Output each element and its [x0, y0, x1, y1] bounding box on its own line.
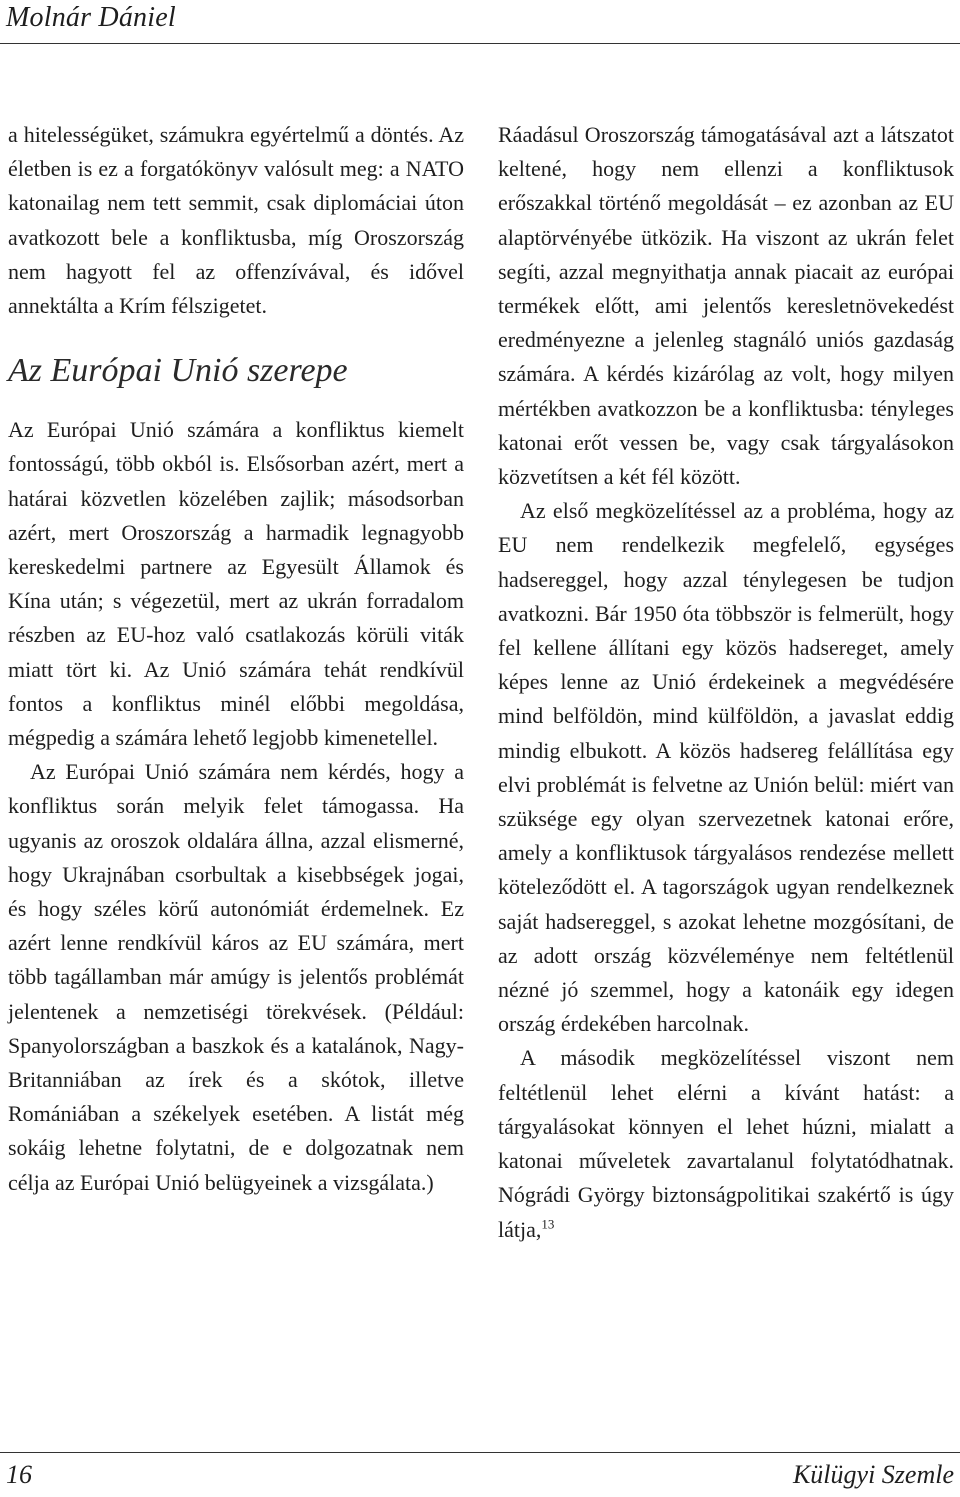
paragraph: Az Európai Unió számára nem kérdés, hogy a konfliktus során melyik felet támogassa. Ha ugyanis az oroszok oldalára állna, azzal elismerné, hogy Ukrajnában csorbultak a kisebbségek jogai, és hogy széles körű autonómiát érdemelnek. Ez azért lenne rendkívül káros az EU számára, mert több tagállamban már amúgy is jelentős problémát jelentenek a nemzetiségi törekvések. (Például: Spanyolországban a baszkok és a katalánok, Nagy-Britanniában az írek és a skótok, illetve Romániában a székelyek esetében. A listát még sokáig lehetne folytatni, de e dolgozatnak nem célja az Európai Unió belügyeinek a vizsgálata.) — [8, 759, 464, 1195]
paragraph: Az első megközelítéssel az a probléma, hogy az EU nem rendelkezik megfelelő, egységes hadsereggel, hogy azzal ténylegesen be tudjon avatkozni. Bár 1950 óta többször is felmerült, hogy fel kellene állítani egy közös hadsereget, amely képes lenne az Unió érdekeinek a megvédésére mind belföldön, mind külföldön, a javaslat eddig mindig elbukott. A közös hadsereg felállítása egy elvi problémát is felvetne az Unión belül: miért van szüksége egy olyan szervezetnek katonai erőre, amely a konfliktusok tárgyalásos rendezése mellett köteleződött el. A tagországok ugyan rendelkeznek saját hadsereggel, s azokat lehetne mozgósítani, de az adott ország közvéleménye nem feltétlenül nézné jó szemmel, hogy a katonáik egy idegen ország érdekében harcolnak. — [498, 498, 954, 1037]
footer-rule — [0, 1452, 960, 1453]
paragraph-text: A második megközelítéssel viszont nem feltétlenül lehet elérni a kívánt hatást: a tárgyalásokat könnyen el lehet húzni, mialatt a katonai műveletek zavartalanul folytatódhatnak. Nógrádi György biztonságpolitikai szakértő is úgy látja, — [498, 1045, 954, 1242]
running-header-author: Molnár Dániel — [6, 2, 176, 33]
paragraph: a hitelességüket, számukra egyértelmű a döntés. Az életben is ez a forgatókönyv valósult meg: a NATO katonailag nem tett semmit, csak diplomáciai úton avatkozott bele a konfliktusba, míg Oroszország nem hagyott fel az offenzívával, és idővel annektálta a Krím félszigetet. — [8, 122, 464, 319]
section-heading: Az Európai Unió szerepe — [8, 352, 348, 390]
right-column — [498, 118, 954, 1247]
page-number: 16 — [6, 1460, 32, 1489]
paragraph — [498, 1041, 954, 1246]
left-column — [8, 118, 464, 1200]
paragraph: Az Európai Unió számára a konfliktus kiemelt fontosságú, több okból is. Elsősorban azért, mert a határai közvetlen közelében zajlik; másodsorban azért, mert Oroszország a harmadik legnagyobb kereskedelmi partnere az Egyesült Államok és Kína után; s végezetül, mert az ukrán forradalom részben az EU-hoz való csatlakozás körüli viták miatt tört ki. Az Unió számára tehát rendkívül fontos a konfliktus minél előbbi megoldása, mégpedig a számára lehető legjobb kimenetellel. — [8, 417, 464, 751]
paragraph: Ráadásul Oroszország támogatásával azt a látszatot keltené, hogy nem ellenzi a konfliktusok erőszakkal történő megoldását – ez azonban az EU alaptörvényébe ütközik. Ha viszont az ukrán felet segíti, azzal megnyithatja annak piacait az európai termékek előtt, ami jelentős keresletnövekedést eredményezne a jelenleg stagnáló uniós gazdaság számára. A kérdés kizárólag az volt, hogy milyen mértékben avatkozzon be a konfliktusba: tényleges katonai erőt vessen be, vagy csak tárgyalásokon közvetítsen a két fél között. — [498, 122, 954, 490]
journal-name: Külügyi Szemle — [792, 1460, 954, 1489]
footnote-reference[interactable]: 13 — [541, 1216, 555, 1232]
